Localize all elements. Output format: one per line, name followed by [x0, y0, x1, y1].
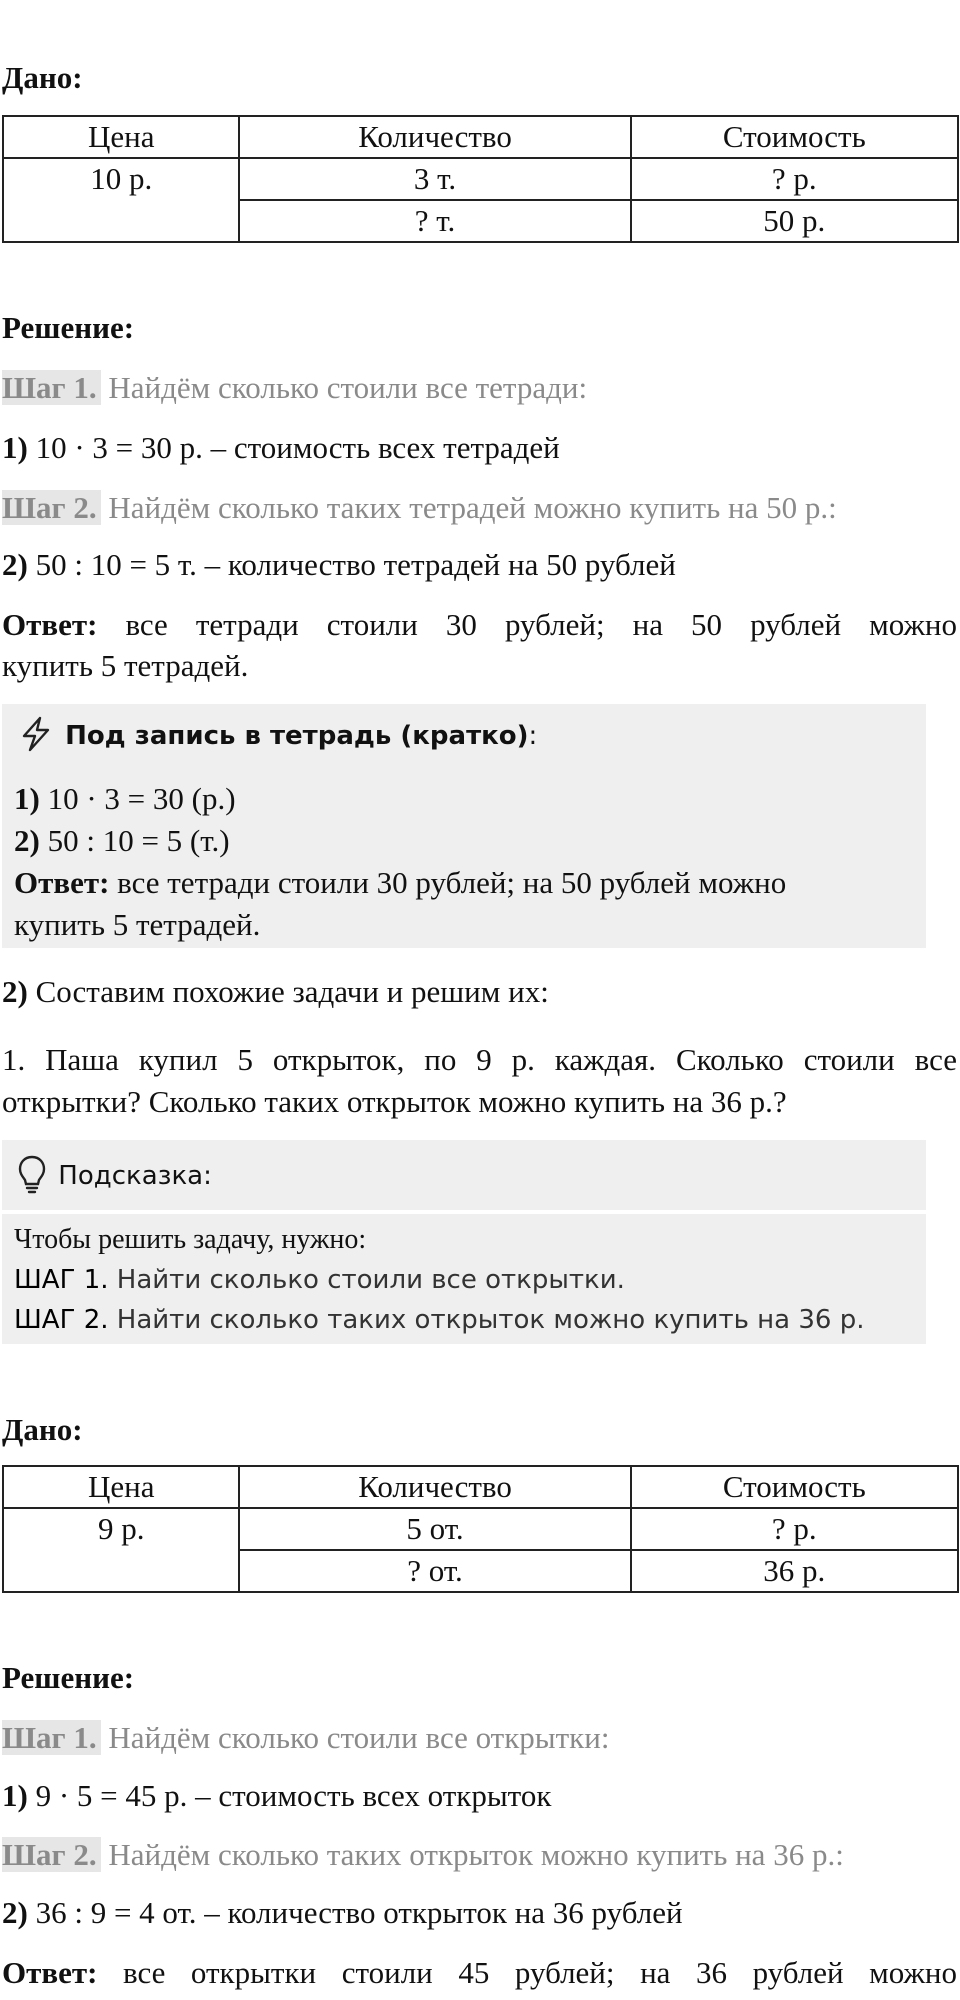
lightning-icon	[16, 716, 56, 752]
part-2-intro	[2, 972, 549, 1012]
brief-answer	[14, 862, 786, 904]
equation-number: 1)	[2, 1778, 28, 1813]
hint-step-text: Найти сколько стоили все открытки.	[116, 1265, 625, 1295]
answer-line	[2, 605, 957, 645]
answer-line-2: купить 5 тетрадей.	[2, 648, 249, 683]
step-tag: Шаг 1.	[2, 1720, 101, 1755]
hint-intro: Чтобы решить задачу, нужно:	[14, 1224, 367, 1255]
hint-step-text: Найти сколько таких открыток можно купить на 36 р.	[116, 1305, 865, 1335]
equation-text: 36 : 9 = 4 от. – количество открыток на 36 рублей	[35, 1895, 683, 1930]
given-table	[2, 115, 959, 243]
cell-quantity: ? т.	[239, 200, 630, 242]
step-1	[2, 368, 587, 408]
step-tag: Шаг 2.	[2, 1837, 101, 1872]
cell-quantity: ? от.	[239, 1550, 630, 1592]
hint-step-tag: ШАГ 2.	[14, 1305, 109, 1335]
given-heading: Дано:	[2, 1412, 83, 1447]
hint-step-1	[14, 1260, 625, 1300]
equation-number: 2)	[2, 547, 28, 582]
equation-2	[2, 545, 676, 585]
answer-line	[2, 1953, 957, 1993]
header-quantity: Количество	[239, 1466, 630, 1508]
step-text: Найдём сколько стоили все тетради:	[108, 370, 588, 405]
step-text: Найдём сколько таких открыток можно купить на 36 р.:	[108, 1837, 844, 1872]
equation-number: 1)	[14, 781, 40, 816]
hint-step-tag: ШАГ 1.	[14, 1265, 109, 1295]
cell-cost: 36 р.	[631, 1550, 958, 1592]
given-table	[2, 1465, 959, 1593]
given-heading: Дано:	[2, 60, 83, 95]
hint-title-row	[14, 1154, 212, 1197]
step-text: Найдём сколько таких тетрадей можно купить на 50 р.:	[108, 490, 837, 525]
answer-label: Ответ:	[14, 865, 110, 900]
part-text: Составим похожие задачи и решим их:	[35, 974, 549, 1009]
step-text: Найдём сколько стоили все открытки:	[108, 1720, 610, 1755]
answer-text: все тетради стоили 30 рублей; на 50 рублей можно	[125, 607, 958, 642]
equation-2	[2, 1893, 683, 1933]
task-line-2: открытки? Сколько таких открыток можно купить на 36 р.?	[2, 1084, 787, 1119]
equation-1	[2, 428, 560, 468]
brief-line-2	[14, 820, 230, 862]
answer-text: все тетради стоили 30 рублей; на 50 рублей можно	[117, 865, 787, 900]
equation-number: 2)	[14, 823, 40, 858]
solution-heading: Решение:	[2, 310, 135, 345]
hint-body	[2, 1214, 926, 1344]
hint-header	[2, 1140, 926, 1210]
step-2	[2, 1835, 844, 1875]
cell-price: 9 р.	[3, 1508, 239, 1592]
equation-text: 50 : 10 = 5 т. – количество тетрадей на 50 рублей	[35, 547, 676, 582]
cell-quantity: 5 от.	[239, 1508, 630, 1550]
cell-cost: 50 р.	[631, 200, 958, 242]
part-number: 2)	[2, 974, 28, 1009]
equation-1	[2, 1776, 551, 1816]
cell-cost: ? р.	[631, 1508, 958, 1550]
hint-step-2	[14, 1300, 865, 1340]
header-quantity: Количество	[239, 116, 630, 158]
cell-cost: ? р.	[631, 158, 958, 200]
equation-text: 50 : 10 = 5 (т.)	[47, 823, 230, 858]
answer-label: Ответ:	[2, 607, 98, 642]
equation-number: 2)	[2, 1895, 28, 1930]
brief-title: Под запись в тетрадь (кратко)	[65, 721, 529, 751]
brief-title-colon: :	[528, 721, 538, 751]
equation-number: 1)	[2, 430, 28, 465]
equation-text: 10 · 3 = 30 р. – стоимость всех тетрадей	[35, 430, 560, 465]
brief-line-1	[14, 778, 236, 820]
hint-title: Подсказка:	[58, 1161, 212, 1191]
cell-price: 10 р.	[3, 158, 239, 242]
task-line-1: 1. Паша купил 5 открыток, по 9 р. каждая. Сколько стоили все	[2, 1042, 957, 1077]
header-cost: Стоимость	[631, 116, 958, 158]
step-2	[2, 488, 837, 528]
step-1	[2, 1718, 609, 1758]
step-tag: Шаг 1.	[2, 370, 101, 405]
header-cost: Стоимость	[631, 1466, 958, 1508]
answer-label: Ответ:	[2, 1955, 98, 1990]
brief-title-row	[16, 716, 537, 756]
cell-quantity: 3 т.	[239, 158, 630, 200]
header-price: Цена	[3, 116, 239, 158]
step-tag: Шаг 2.	[2, 490, 101, 525]
answer-text: все открытки стоили 45 рублей; на 36 рублей можно	[122, 1955, 957, 1990]
solution-heading: Решение:	[2, 1660, 135, 1695]
brief-answer-2: купить 5 тетрадей.	[14, 907, 261, 942]
header-price: Цена	[3, 1466, 239, 1508]
brief-note-box	[2, 704, 926, 948]
lightbulb-icon	[14, 1154, 50, 1194]
equation-text: 10 · 3 = 30 (р.)	[47, 781, 236, 816]
equation-text: 9 · 5 = 45 р. – стоимость всех открыток	[35, 1778, 552, 1813]
